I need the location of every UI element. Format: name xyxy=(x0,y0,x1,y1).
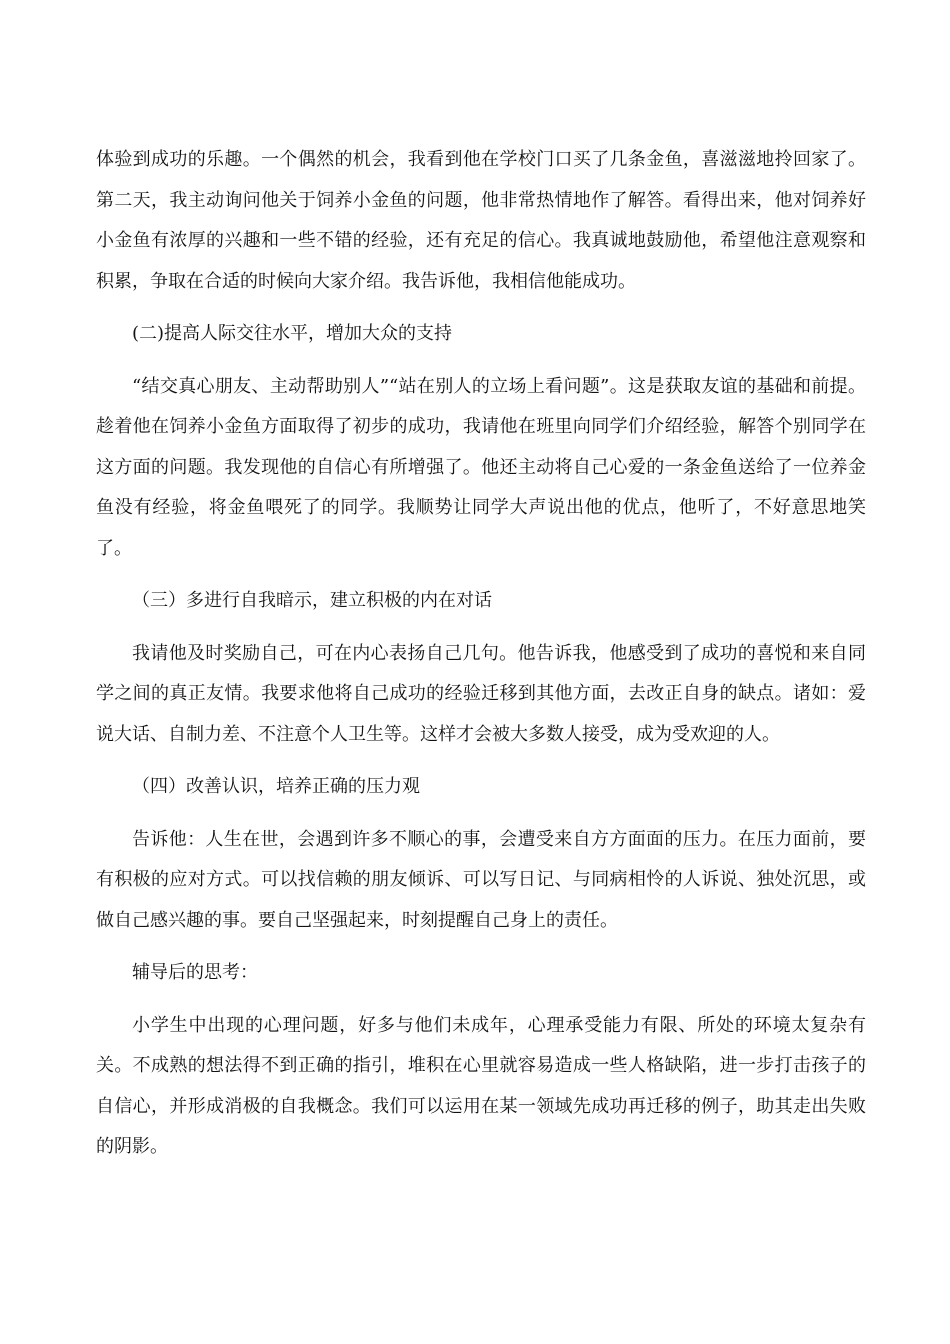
paragraph-continuation: 体验到成功的乐趣。一个偶然的机会，我看到他在学校门口买了几条金鱼，喜滋滋地拎回家了。第二天，我主动询问他关于饲养小金鱼的问题，他非常热情地作了解答。看得出来，他对饲养好小金鱼有浓厚的兴趣和一些不错的经验，还有充足的信心。我真诚地鼓励他，希望他注意观察和积累，争取在合适的时候向大家介绍。我告诉他，我相信他能成功。 xyxy=(96,149,866,292)
paragraph-wrapper xyxy=(96,1006,866,1168)
paragraph-wrapper xyxy=(96,581,866,622)
paragraph-wrapper xyxy=(96,767,866,808)
paragraph-wrapper xyxy=(96,953,866,994)
paragraph-body: “结交真心朋友、主动帮助别人”“站在别人的立场上看问题”。这是获取友谊的基础和前提。趁着他在饲养小金鱼方面取得了初步的成功，我请他在班里向同学们介绍经验，解答个别同学在这方面的问题。我发现他的自信心有所增强了。他还主动将自己心爱的一条金鱼送给了一位养金鱼没有经验，将金鱼喂死了的同学。我顺势让同学大声说出他的优点，他听了，不好意思地笑了。 xyxy=(96,375,866,559)
paragraph-wrapper xyxy=(96,820,866,942)
paragraph-body: 告诉他：人生在世，会遇到许多不顺心的事，会遭受来自方方面面的压力。在压力面前，要有积极的应对方式。可以找信赖的朋友倾诉、可以写日记、与同病相怜的人诉说、独处沉思，或做自己感兴趣的事。要自己坚强起来，时刻提醒自己身上的责任。 xyxy=(96,828,866,931)
paragraph-wrapper xyxy=(96,367,866,570)
paragraph-wrapper xyxy=(96,314,866,355)
section-heading-2: (二)提高人际交往水平，增加大众的支持 xyxy=(132,323,453,344)
paragraph-body: 小学生中出现的心理问题，好多与他们未成年，心理承受能力有限、所处的环境太复杂有关。不成熟的想法得不到正确的指引，堆积在心里就容易造成一些人格缺陷，进一步打击孩子的自信心，并形成消极的自我概念。我们可以运用在某一领域先成功再迁移的例子，助其走出失败的阴影。 xyxy=(96,1014,866,1157)
section-heading-3: （三）多进行自我暗示，建立积极的内在对话 xyxy=(132,590,492,611)
paragraph-wrapper xyxy=(96,634,866,756)
section-heading-4: （四）改善认识，培养正确的压力观 xyxy=(132,776,420,797)
paragraph-wrapper xyxy=(96,140,866,302)
reflection-heading: 辅导后的思考： xyxy=(132,962,258,983)
paragraph-body: 我请他及时奖励自己，可在内心表扬自己几句。他告诉我，他感受到了成功的喜悦和来自同学之间的真正友情。我要求他将自己成功的经验迁移到其他方面，去改正自身的缺点。诸如：爱说大话、自制力差、不注意个人卫生等。这样才会被大多数人接受，成为受欢迎的人。 xyxy=(96,642,866,745)
document-body xyxy=(96,140,866,1168)
